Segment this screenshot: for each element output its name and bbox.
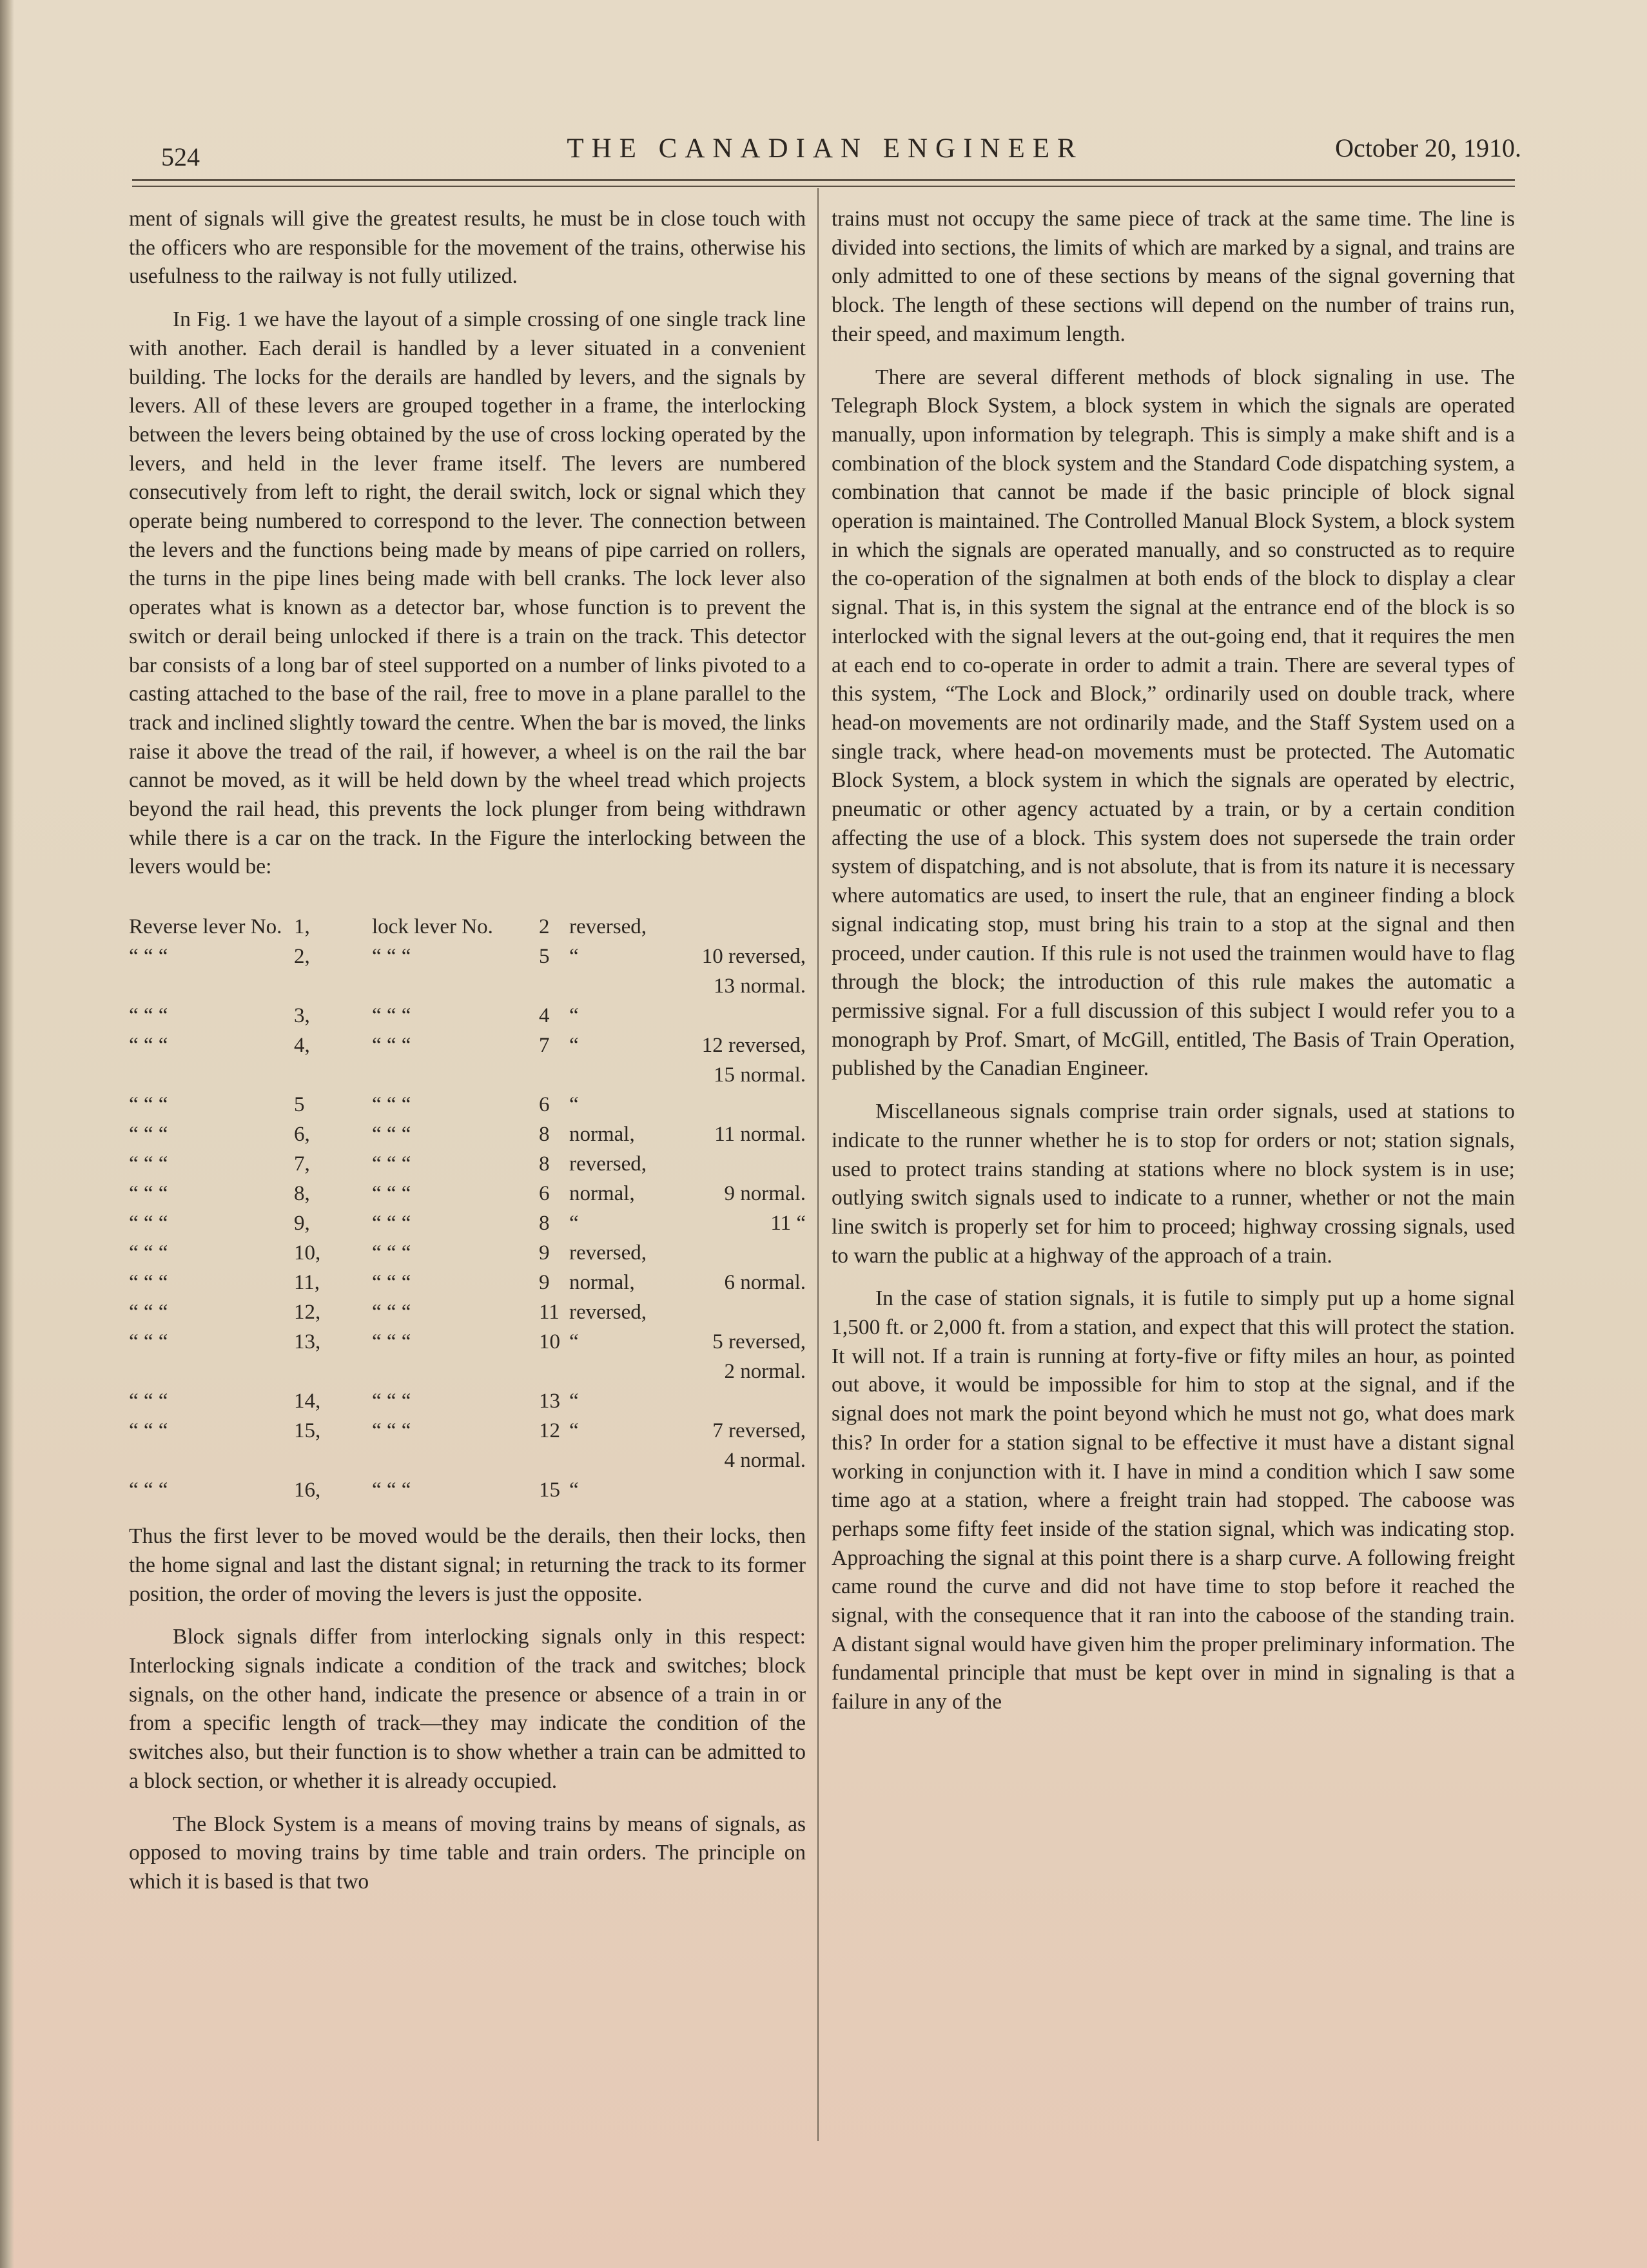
lever-number: 14, [294,1390,321,1413]
lock-lever-number: 8 [539,1123,550,1147]
secondary-lock-continued: 15 normal. [714,1063,806,1087]
lock-label: “ “ “ [372,1123,411,1147]
lock-label: “ “ “ [372,1093,411,1117]
lock-state: “ [569,1478,579,1502]
lock-label: “ “ “ [372,1390,411,1413]
table-row [129,1120,806,1150]
secondary-lock: 5 reversed, [712,1330,806,1354]
secondary-lock: 11 “ [770,1212,806,1236]
lock-label: “ “ “ [372,1478,411,1502]
lever-label: Reverse lever No. [129,915,282,939]
lock-state: reversed, [569,1241,647,1265]
lever-label: “ “ “ [129,1152,168,1176]
lever-number: 9, [294,1212,310,1236]
lever-label: “ “ “ [129,1301,168,1324]
table-row [129,942,806,972]
lock-state: reversed, [569,1301,647,1324]
secondary-lock-continued: 13 normal. [714,974,806,998]
table-row [129,1150,806,1179]
lever-label: “ “ “ [129,1212,168,1236]
lock-label: “ “ “ [372,1419,411,1443]
paragraph: ment of signals will give the greatest results, he must be in close touch with the officers who are responsible for the movement of the trains, otherwise his usefulness to the railway is not fully utilized. [129,207,806,289]
lock-state: “ [569,1004,579,1028]
issue-date: October 20, 1910. [1335,133,1521,162]
lever-number: 7, [294,1152,310,1176]
lock-lever-number: 7 [539,1034,550,1058]
page-spine-shadow [0,0,14,2268]
lock-state: normal, [569,1123,635,1147]
table-row [129,1090,806,1120]
lock-state: “ [569,1419,579,1443]
table-row-continuation [129,972,806,1002]
paragraph: Thus the first lever to be moved would be the derails, then their locks, then the home signal and last the distant signal; in returning the track to its former position, the order of moving the levers is just the opposite. [129,1524,806,1606]
secondary-lock: 11 normal. [714,1123,806,1147]
lock-lever-number: 4 [539,1004,550,1028]
paragraph: Miscellaneous signals comprise train order signals, used at stations to indicate to the runner whether he is to stop for orders or not; station signals, used to protect trains standing at stations where no block system is in use; outlying switch signals used to indicate to a runner, whether or not the main line switch is properly set for him to proceed; highway crossing signals, used to warn the public at a highway of the approach of a train. [832,1100,1515,1268]
paragraph: There are several different methods of block signaling in use. The Telegraph Block System, a block system in which the signals are operated manually, upon information by telegraph. This is simply a make shift and is a combination of the block system and the Standard Code dispatching system, a combination that cannot be made if the basic principle of block signal operation is maintained. The Controlled Manual Block System, a block system in which the signals are operated manually, and so constructed as to require the co-operation of the signalmen at both ends of the block to display a clear signal. That is, in this system the signal at the entrance end of the block is so interlocked with the signal levers at the out-going end, that it requires the men at each end to co-operate in order to admit a train. There are several types of this system, “The Lock and Block,” ordinarily used on double track, where head-on movements are not ordinarily made, and the Staff System used on a single track, where head-on movements must be protected. The Automatic Block System, a block system in which the signals are operated by electric, pneumatic or other agency actuated by a train, or by a certain condition affecting the use of a block. This system does not supersede the train order system of dispatching, and is not absolute, that is from its nature it is necessary where automatics are used, to insert the rule, that an engineer finding a block signal indicating stop, must bring his train to a stop at the signal and then proceed, under caution. If this rule is not used the trainmen would have to flag through the block; the introduction of this rule makes the automatic a permissive signal. For a full discussion of this subject I would refer you to a monograph by Prof. Smart, of McGill, entitled, The Basis of Train Operation, published by the Canadian Engineer. [832,365,1515,1081]
lock-label: “ “ “ [372,1182,411,1206]
lock-lever-number: 9 [539,1241,550,1265]
lock-lever-number: 5 [539,945,550,969]
lock-state: normal, [569,1271,635,1295]
lock-label: “ “ “ [372,1212,411,1236]
lever-label: “ “ “ [129,1478,168,1502]
lock-state: reversed, [569,1152,647,1176]
lever-label: “ “ “ [129,1123,168,1147]
lever-number: 6, [294,1123,310,1147]
lever-label: “ “ “ [129,1034,168,1058]
journal-title: THE CANADIAN ENGINEER [567,133,1084,164]
lock-lever-number: 9 [539,1271,550,1295]
table-row [129,1328,806,1357]
interlocking-table [129,913,806,1506]
paragraph: trains must not occupy the same piece of track at the same time. The line is divided into sections, the limits of which are marked by a signal, and trains are only admitted to one of these sections by means of the signal governing that block. The length of these sections will depend on the number of trains run, their speed, and maximum length. [832,207,1515,346]
paragraph: Block signals differ from interlocking signals only in this respect: Interlocking signals indicate a condition of the track and switches; block signals, on the other hand, indicate the presence or absence of a train in or from a specific length of track—they may indicate the condition of the switches also, but their function is to show whether a train can be admitted to a block section, or whether it is already occupied. [129,1625,806,1793]
table-row [129,1031,806,1061]
lock-state: “ [569,945,579,969]
lever-label: “ “ “ [129,1182,168,1206]
lock-lever-number: 11 [539,1301,560,1324]
secondary-lock: 9 normal. [724,1182,806,1206]
table-row [129,1239,806,1268]
lock-lever-number: 8 [539,1212,550,1236]
lever-number: 11, [294,1271,320,1295]
lock-state: reversed, [569,915,647,939]
lever-number: 3, [294,1004,310,1028]
table-row [129,1002,806,1031]
lock-label: “ “ “ [372,1004,411,1028]
left-column [129,205,806,1911]
lock-state: “ [569,1093,579,1117]
lever-number: 10, [294,1241,321,1265]
page-number: 524 [161,142,200,171]
lock-label: “ “ “ [372,1301,411,1324]
lever-number: 1, [294,915,310,939]
lock-lever-number: 6 [539,1093,550,1117]
lever-number: 12, [294,1301,321,1324]
lever-number: 2, [294,945,310,969]
table-row [129,1387,806,1417]
table-row [129,1268,806,1298]
lock-lever-number: 13 [539,1390,560,1413]
lock-lever-number: 2 [539,915,550,939]
lever-label: “ “ “ [129,1241,168,1265]
running-header [129,128,1521,173]
right-column [832,205,1515,1731]
lever-number: 16, [294,1478,321,1502]
lock-lever-number: 8 [539,1152,550,1176]
lock-lever-number: 15 [539,1478,560,1502]
secondary-lock-continued: 2 normal. [724,1360,806,1384]
table-row [129,1417,806,1446]
lever-label: “ “ “ [129,1390,168,1413]
lock-label: “ “ “ [372,1241,411,1265]
lock-state: “ [569,1212,579,1236]
secondary-lock: 7 reversed, [712,1419,806,1443]
header-rule-thin [132,186,1515,187]
lever-number: 15, [294,1419,321,1443]
lock-label: “ “ “ [372,945,411,969]
lock-state: “ [569,1390,579,1413]
lock-state: “ [569,1034,579,1058]
table-row [129,1476,806,1506]
lever-number: 5 [294,1093,305,1117]
secondary-lock: 10 reversed, [701,945,806,969]
table-row-continuation [129,1357,806,1387]
paragraph: In Fig. 1 we have the layout of a simple crossing of one single track line with another. Each derail is handled by a lever situated in a convenient building. The locks for the derails are handled by levers, and the signals by levers. All of these levers are grouped together in a frame, the interlocking between the levers being obtained by the use of cross locking operated by the levers, and held in the lever frame itself. The levers are numbered consecutively from left to right, the derail switch, lock or signal which they operate being numbered to correspond to the lever. The connection between the levers and the functions being made by means of pipe carried on rollers, the turns in the pipe lines being made with bell cranks. The lock lever also operates what is known as a detector bar, whose function is to prevent the switch or derail being unlocked if there is a train on the track. This detector bar consists of a long bar of steel supported on a number of links pivoted to a casting attached to the base of the rail, free to move in a plane parallel to the track and inclined slightly toward the centre. When the bar is moved, the links raise it above the tread of the rail, if however, a wheel is on the rail the bar cannot be moved, as it will be held down by the wheel tread which projects beyond the rail head, this prevents the lock plunger from being withdrawn while there is a car on the track. In the Figure the interlocking between the levers would be: [129,307,806,879]
secondary-lock-continued: 4 normal. [724,1449,806,1473]
lever-label: “ “ “ [129,1093,168,1117]
paragraph: In the case of station signals, it is futile to simply put up a home signal 1,500 ft. or 2,000 ft. from a station, and expect that this will protect the station. It will not. If a train is running at forty-five or fifty miles an hour, as pointed out above, it would be impossible for him to stop at the signal, and if the signal does not mark the point beyond which he must not go, what does mark this? In order for a station signal to be effective it must have a distant signal working in conjunction with it. I have in mind a condition which I saw some time ago at a station, where a freight train had stopped. The caboose was perhaps some fifty feet inside of the station signal, which was indicating stop. Approaching the signal at this point there is a sharp curve. A following freight came round the curve and did not have time to stop before it reached the signal, with the consequence that it ran into the caboose of the standing train. A distant signal would have given him the proper preliminary information. The fundamental principle that must be kept over in mind in signaling is that a failure in any of the [832,1286,1515,1714]
table-row [129,1298,806,1328]
secondary-lock: 6 normal. [724,1271,806,1295]
lock-label: “ “ “ [372,1152,411,1176]
lock-label: “ “ “ [372,1271,411,1295]
lock-state: normal, [569,1182,635,1206]
table-row-continuation [129,1446,806,1476]
lever-label: “ “ “ [129,1330,168,1354]
lever-number: 8, [294,1182,310,1206]
lever-label: “ “ “ [129,1271,168,1295]
lock-lever-number: 10 [539,1330,560,1354]
table-row [129,1179,806,1209]
lock-label: lock lever No. [372,915,493,939]
lever-label: “ “ “ [129,945,168,969]
paragraph: The Block System is a means of moving trains by means of signals, as opposed to moving trains by time table and train orders. The principle on which it is based is that two [129,1812,806,1894]
header-rule [132,179,1515,181]
table-row [129,913,806,942]
lever-number: 4, [294,1034,310,1058]
table-row [129,1209,806,1239]
lock-lever-number: 12 [539,1419,560,1443]
table-row-continuation [129,1061,806,1090]
lock-state: “ [569,1330,579,1354]
lever-label: “ “ “ [129,1419,168,1443]
lever-number: 13, [294,1330,321,1354]
lever-label: “ “ “ [129,1004,168,1028]
lock-label: “ “ “ [372,1330,411,1354]
lock-lever-number: 6 [539,1182,550,1206]
column-divider [817,188,819,2141]
secondary-lock: 12 reversed, [701,1034,806,1058]
lock-label: “ “ “ [372,1034,411,1058]
